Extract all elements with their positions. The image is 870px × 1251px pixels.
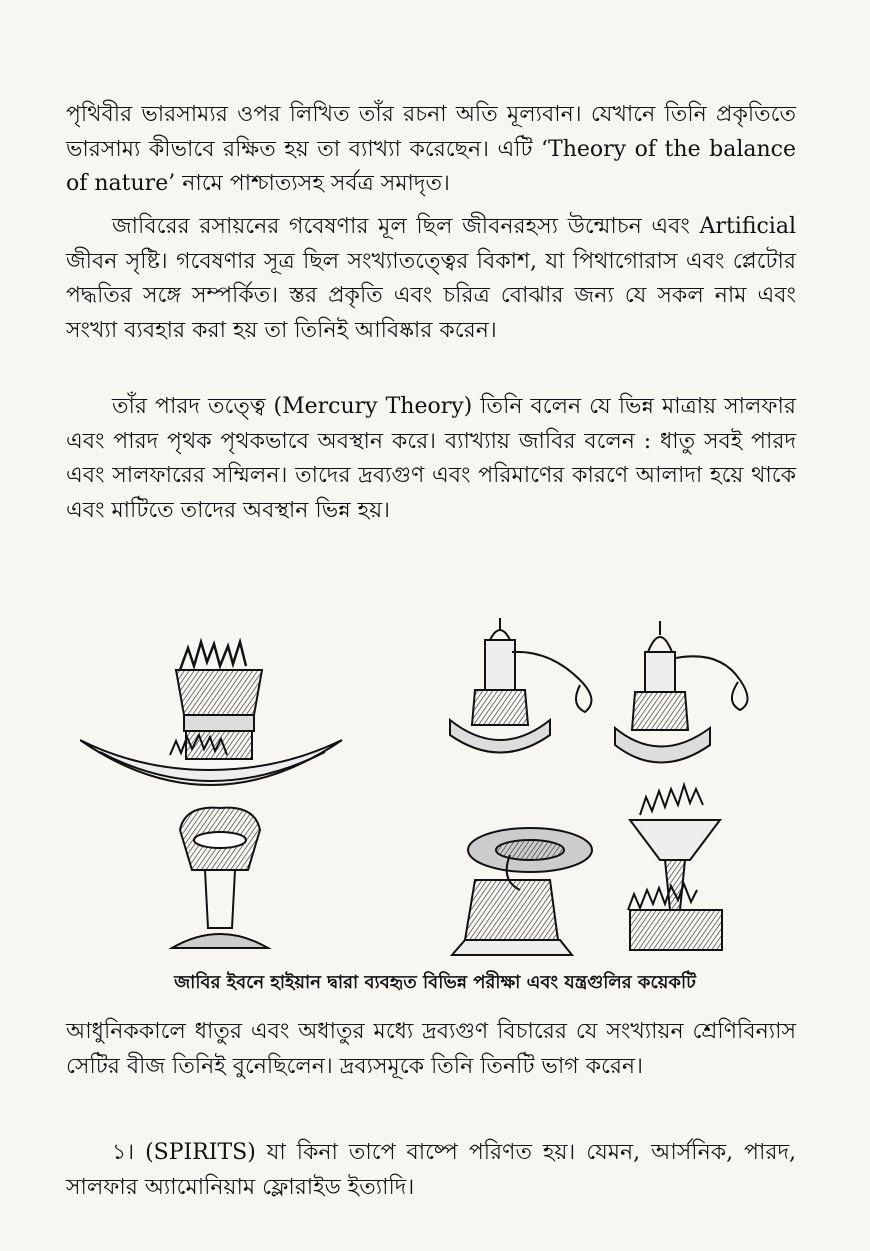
upper-right-flasks <box>450 618 748 763</box>
paragraph-spirits: ১। (SPIRITS) যা কিনা তাপে বাষ্পে পরিণত হয়। যেমন, আর্সনিক, পারদ, সালফার অ্যামোনিয়াম ফ্লোরাইড ইত্যাদি। <box>66 1140 796 1200</box>
alchemy-apparatus-illustration <box>80 610 800 965</box>
paragraph-classification: আধুনিককালে ধাতুর এবং অধাতুর মধ্যে দ্রব্যগুণ বিচারের যে সংখ্যায়ন শ্রেণিবিন্যাস সেটির বীজ তিনিই বুনেছিলেন। দ্রব্যসমূকে তিনি তিনটি ভাগ করেন। <box>66 1019 796 1079</box>
figure-caption: জাবির ইবনে হাইয়ান দ্বারা ব্যবহৃত বিভিন্ন পরীক্ষা এবং যন্ত্রগুলির কয়েকটি <box>174 972 696 993</box>
left-furnace <box>80 642 342 948</box>
paragraph-mercury-theory: তাঁর পারদ তত্ত্বে (Mercury Theory) তিনি বলেন যে ভিন্ন মাত্রায় সালফার এবং পারদ পৃথক পৃথকভাবে অবস্থান করে। ব্যাখ্যায় জাবির বলেন : ধাতু সবই পারদ এবং সালফারের সম্মিলন। তাদের দ্রব্যগুণ এবং পরিমাণের কারণে আলাদা হয়ে থাকে এবং মাটিতে তাদের অবস্থান ভিন্ন হয়। <box>66 394 796 523</box>
paragraph-alchemy-research: জাবিরের রসায়নের গবেষণার মূল ছিল জীবনরহস্য উন্মোচন এবং Artificial জীবন সৃষ্টি। গবেষণার সূত্র ছিল সংখ্যাতত্ত্বের বিকাশ, যা পিথাগোরাস এবং প্লেটোর পদ্ধতির সঙ্গে সম্পর্কিত। স্তর প্রকৃতি এবং চরিত্র বোঝার জন্য যে সকল নাম এবং সংখ্যা ব্যবহার করা হয় তা তিনিই আবিষ্কার করেন। <box>66 214 796 343</box>
paragraph-balance-of-nature: পৃথিবীর ভারসাম্যর ওপর লিখিত তাঁর রচনা অতি মূল্যবান। যেখানে তিনি প্রকৃতিতে ভারসাম্য কীভাবে রক্ষিত হয় তা ব্যাখ্যা করেছেন। এটি ‘Theory of the balance of nature’ নামে পাশ্চাত্যসহ সর্বত্র সমাদৃত। <box>66 102 796 196</box>
lower-right-apparatus <box>452 785 722 955</box>
